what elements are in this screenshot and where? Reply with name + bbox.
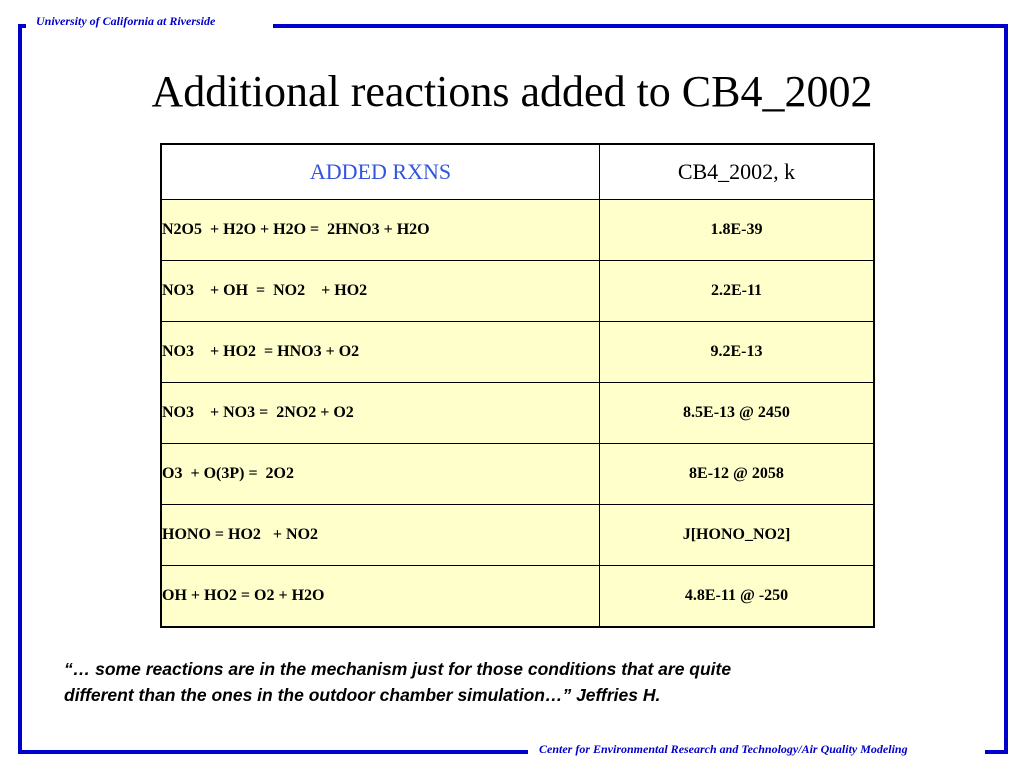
reaction-cell: N2O5 + H2O + H2O = 2HNO3 + H2O xyxy=(161,200,600,261)
table-row xyxy=(161,322,874,383)
footer-center-label: Center for Environmental Research and Technology/Air Quality Modeling xyxy=(539,742,908,756)
frame-bottom-right-line xyxy=(985,750,1008,754)
frame-right-line xyxy=(1004,24,1008,754)
header-added-rxns: ADDED RXNS xyxy=(161,144,600,200)
table-row xyxy=(161,505,874,566)
rate-constant-cell: 8E-12 @ 2058 xyxy=(600,444,875,505)
frame-top-line xyxy=(273,24,1008,28)
rate-constant-cell: 9.2E-13 xyxy=(600,322,875,383)
rate-constant-cell: J[HONO_NO2] xyxy=(600,505,875,566)
table-row xyxy=(161,200,874,261)
table-row xyxy=(161,444,874,505)
slide-title: Additional reactions added to CB4_2002 xyxy=(151,67,873,116)
reaction-cell: O3 + O(3P) = 2O2 xyxy=(161,444,600,505)
table-row xyxy=(161,261,874,322)
reaction-cell: OH + HO2 = O2 + H2O xyxy=(161,566,600,628)
frame-left-line xyxy=(18,24,22,754)
rate-constant-cell: 1.8E-39 xyxy=(600,200,875,261)
reaction-cell: NO3 + OH = NO2 + HO2 xyxy=(161,261,600,322)
rate-constant-cell: 2.2E-11 xyxy=(600,261,875,322)
quote-text: “… some reactions are in the mechanism just for those conditions that are quite different than the ones in the outdoor chamber simulation…” Jeffries H. xyxy=(64,659,732,705)
table-row xyxy=(161,566,874,628)
header-rate-constant: CB4_2002, k xyxy=(600,144,875,200)
table-row xyxy=(161,383,874,444)
rate-constant-cell: 4.8E-11 @ -250 xyxy=(600,566,875,628)
table-header-row xyxy=(161,144,874,200)
institution-label: University of California at Riverside xyxy=(36,14,216,28)
reaction-cell: HONO = HO2 + NO2 xyxy=(161,505,600,566)
reactions-table xyxy=(160,143,875,628)
rate-constant-cell: 8.5E-13 @ 2450 xyxy=(600,383,875,444)
reaction-cell: NO3 + NO3 = 2NO2 + O2 xyxy=(161,383,600,444)
frame-bottom-line xyxy=(18,750,528,754)
reaction-cell: NO3 + HO2 = HNO3 + O2 xyxy=(161,322,600,383)
reactions-table-body xyxy=(161,200,874,628)
